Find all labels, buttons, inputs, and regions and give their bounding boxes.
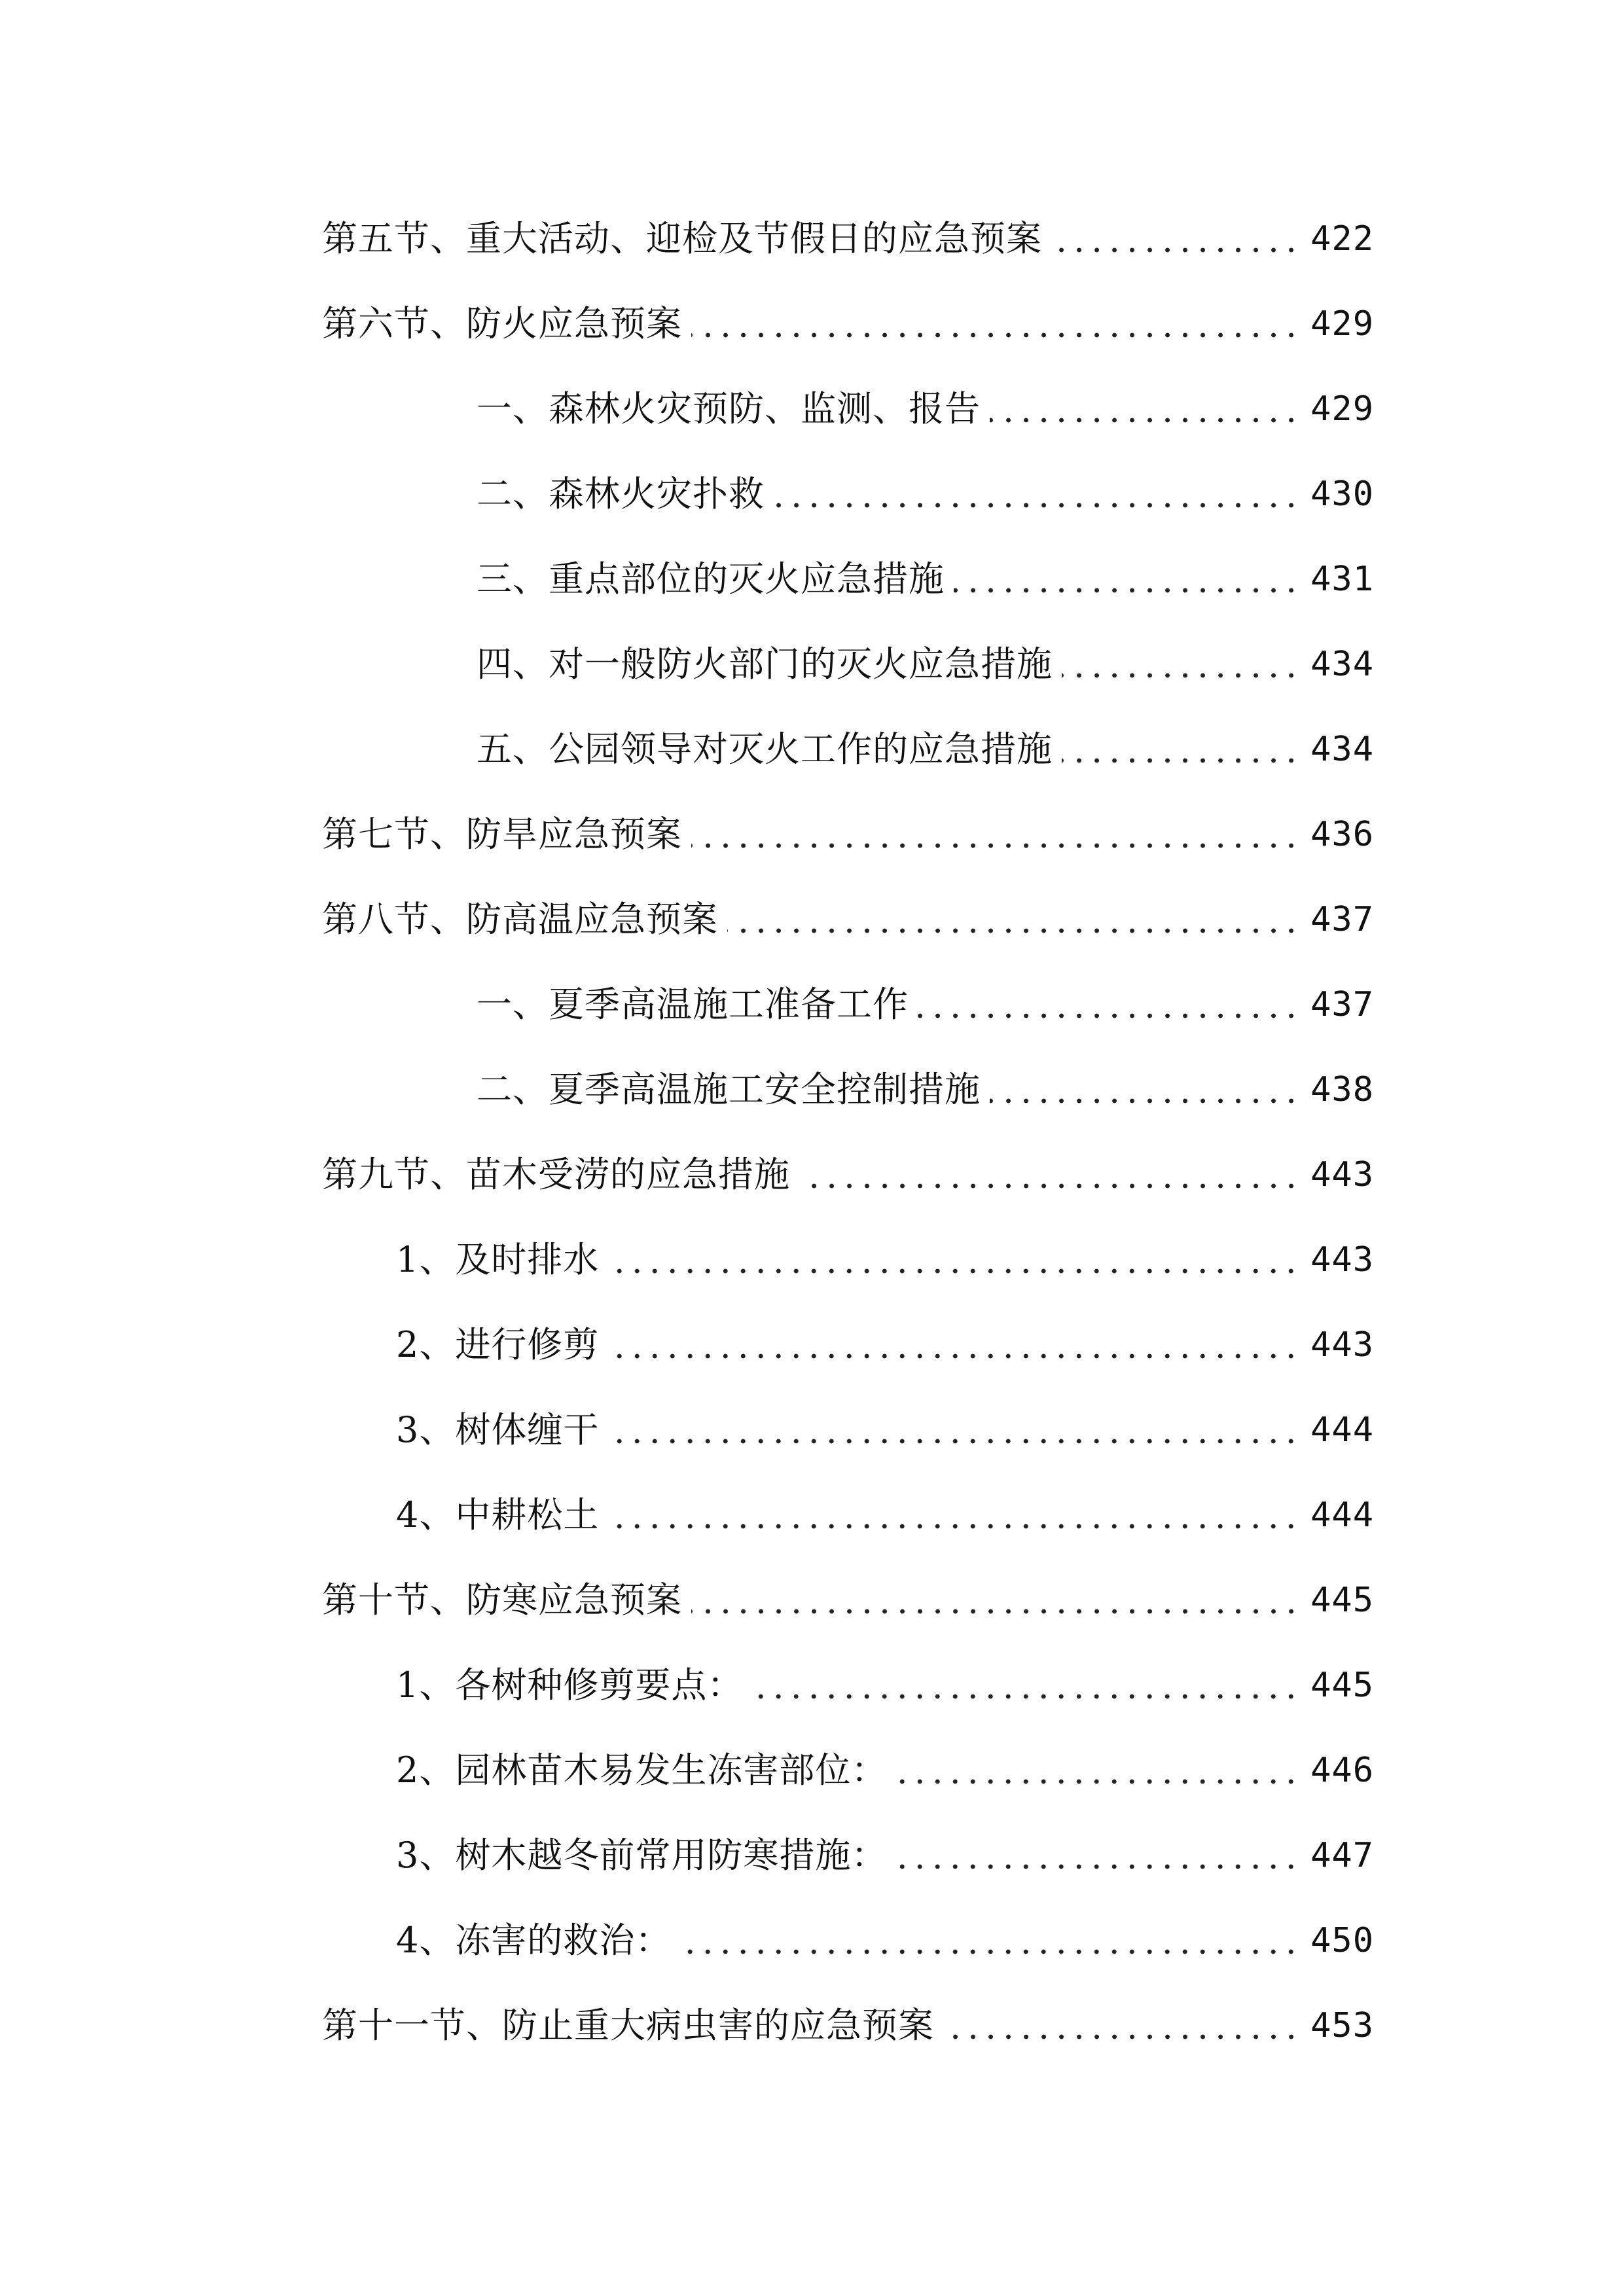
- toc-dot-leader: [752, 1656, 1300, 1715]
- toc-entry-section-11[interactable]: [322, 1996, 1374, 2055]
- toc-entry-title: 第十节、防寒应急预案: [322, 1579, 682, 1621]
- toc-entry-title: 二、森林火灾扑救: [477, 473, 765, 514]
- toc-entry-page: 446: [1310, 1751, 1374, 1790]
- toc-dot-leader: [990, 1060, 1300, 1119]
- toc-entry-section-9[interactable]: [322, 1145, 1374, 1204]
- toc-entry-page: 444: [1310, 1410, 1374, 1450]
- toc-entry-title: 2、园林苗木易发生冻害部位：: [396, 1749, 888, 1791]
- toc-dot-leader: [918, 975, 1300, 1034]
- toc-entry-title: 第五节、重大活动、迎检及节假日的应急预案: [322, 218, 1042, 259]
- toc-dot-leader: [799, 1145, 1300, 1204]
- toc-entry-subsection[interactable]: [477, 465, 1374, 524]
- toc-entry-page: 437: [1310, 900, 1374, 939]
- toc-entry-title: 五、公园领导对灭火工作的应急措施: [477, 728, 1053, 770]
- toc-entry-page: 431: [1310, 560, 1374, 599]
- toc-entry-item[interactable]: [396, 1230, 1374, 1289]
- toc-dot-leader: [1051, 209, 1300, 268]
- toc-entry-page: 429: [1310, 304, 1374, 344]
- toc-entry-page: 445: [1310, 1581, 1374, 1620]
- toc-entry-title: 3、树木越冬前常用防寒措施：: [396, 1835, 888, 1876]
- toc-entry-title: 一、夏季高温施工准备工作: [477, 984, 909, 1025]
- toc-dot-leader: [680, 1911, 1300, 1970]
- toc-entry-title: 第七节、防旱应急预案: [322, 814, 682, 855]
- toc-entry-page: 437: [1310, 985, 1374, 1024]
- toc-entry-section-6[interactable]: [322, 295, 1374, 353]
- toc-entry-title: 4、中耕松土: [396, 1494, 600, 1535]
- toc-entry-title: 第六节、防火应急预案: [322, 303, 682, 344]
- toc-dot-leader: [990, 380, 1300, 439]
- toc-entry-page: 453: [1310, 2006, 1374, 2045]
- toc-dot-leader: [954, 550, 1300, 609]
- toc-entry-page: 447: [1310, 1836, 1374, 1875]
- toc-entry-subsection[interactable]: [477, 1060, 1374, 1119]
- toc-entry-page: 445: [1310, 1666, 1374, 1705]
- toc-dot-leader: [896, 1826, 1300, 1885]
- toc-dot-leader: [608, 1230, 1300, 1289]
- toc-entry-page: 443: [1310, 1325, 1374, 1365]
- toc-entry-section-7[interactable]: [322, 805, 1374, 864]
- toc-entry-item[interactable]: [396, 1656, 1374, 1715]
- toc-entry-section-8[interactable]: [322, 890, 1374, 949]
- toc-entry-section-10[interactable]: [322, 1571, 1374, 1630]
- toc-entry-item[interactable]: [396, 1911, 1374, 1970]
- toc-entry-page: 450: [1310, 1921, 1374, 1960]
- toc-dot-leader: [1062, 635, 1300, 694]
- toc-entry-title: 第八节、防高温应急预案: [322, 899, 718, 940]
- toc-dot-leader: [1062, 720, 1300, 779]
- toc-entry-title: 第九节、苗木受涝的应急措施: [322, 1154, 790, 1195]
- toc-entry-page: 438: [1310, 1070, 1374, 1109]
- toc-entry-page: 422: [1310, 219, 1374, 259]
- toc-dot-leader: [608, 1316, 1300, 1374]
- toc-entry-subsection[interactable]: [477, 550, 1374, 609]
- toc-entry-title: 四、对一般防火部门的灭火应急措施: [477, 643, 1053, 685]
- toc-dot-leader: [896, 1741, 1300, 1800]
- toc-entry-page: 436: [1310, 815, 1374, 854]
- toc-entry-item[interactable]: [396, 1826, 1374, 1885]
- toc-entry-title: 二、夏季高温施工安全控制措施: [477, 1069, 981, 1110]
- toc-entry-title: 2、进行修剪: [396, 1324, 600, 1365]
- toc-dot-leader: [691, 295, 1300, 353]
- toc-entry-subsection[interactable]: [477, 380, 1374, 439]
- toc-dot-leader: [727, 890, 1300, 949]
- toc-entry-subsection[interactable]: [477, 720, 1374, 779]
- toc-entry-page: 443: [1310, 1155, 1374, 1194]
- toc-dot-leader: [774, 465, 1300, 524]
- toc-entry-title: 3、树体缠干: [396, 1409, 600, 1450]
- toc-entry-page: 429: [1310, 389, 1374, 429]
- toc-entry-section-5[interactable]: [322, 209, 1374, 268]
- toc-entry-title: 第十一节、防止重大病虫害的应急预案: [322, 2005, 934, 2046]
- toc-entry-item[interactable]: [396, 1316, 1374, 1374]
- toc-entry-item[interactable]: [396, 1486, 1374, 1545]
- toc-entry-title: 一、森林火灾预防、监测、报告: [477, 388, 981, 429]
- toc-entry-page: 444: [1310, 1496, 1374, 1535]
- toc-entry-subsection[interactable]: [477, 635, 1374, 694]
- toc-entry-item[interactable]: [396, 1741, 1374, 1800]
- toc-entry-page: 434: [1310, 645, 1374, 684]
- toc-entry-title: 1、各树种修剪要点：: [396, 1664, 744, 1706]
- toc-dot-leader: [943, 1996, 1300, 2055]
- toc-dot-leader: [608, 1401, 1300, 1460]
- toc-entry-subsection[interactable]: [477, 975, 1374, 1034]
- toc-entry-title: 三、重点部位的灭火应急措施: [477, 558, 945, 600]
- toc-entry-page: 443: [1310, 1240, 1374, 1280]
- toc-entry-title: 1、及时排水: [396, 1239, 600, 1280]
- toc-entry-page: 434: [1310, 730, 1374, 769]
- toc-entry-page: 430: [1310, 475, 1374, 514]
- toc-entry-title: 4、冻害的救治：: [396, 1920, 672, 1961]
- toc-dot-leader: [608, 1486, 1300, 1545]
- toc-dot-leader: [691, 1571, 1300, 1630]
- toc-dot-leader: [691, 805, 1300, 864]
- toc-entry-item[interactable]: [396, 1401, 1374, 1460]
